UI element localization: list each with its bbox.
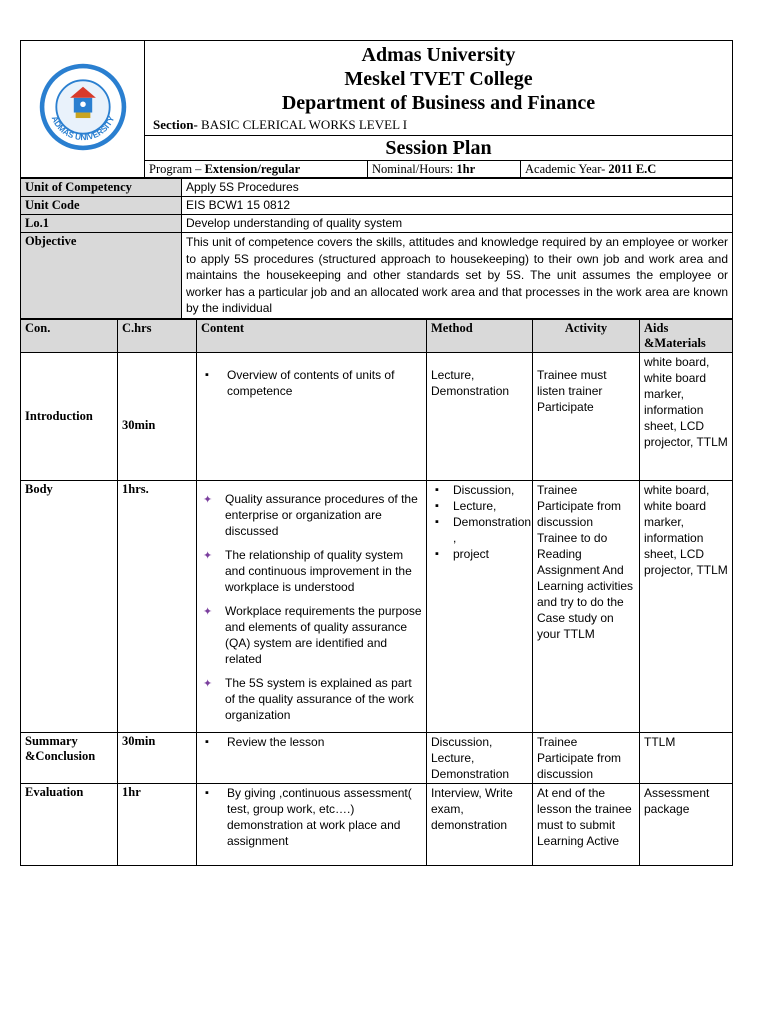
row-content: ▪ By giving ,continuous assessment( test, group work, etc….) demonstration at work place and assignment <box>197 783 427 865</box>
unit-of-competency-row <box>21 179 733 197</box>
session-plan-title: Session Plan <box>145 135 732 160</box>
arrow-bullet-icon: ✦ <box>203 493 213 506</box>
section-label: Section- <box>153 117 198 132</box>
objective-row <box>21 233 733 319</box>
col-content: Content <box>197 319 427 352</box>
unit-code-row <box>21 197 733 215</box>
unit-code-value: EIS BCW1 15 0812 <box>182 197 733 215</box>
col-method: Method <box>427 319 533 352</box>
section-value: BASIC CLERICAL WORKS LEVEL I <box>197 117 408 132</box>
row-chrs: 30min <box>118 732 197 783</box>
row-con: Body <box>21 480 118 732</box>
col-activity: Activity <box>533 319 640 352</box>
arrow-bullet-icon: ✦ <box>203 549 213 562</box>
row-method: Discussion, Lecture, Demonstration <box>427 732 533 783</box>
row-activity: Trainee Participate from discussion <box>533 732 640 783</box>
plan-header-row <box>21 319 733 352</box>
table-row <box>21 480 733 732</box>
unit-of-competency-label: Unit of Competency <box>21 179 182 197</box>
row-aids: white board, white board marker, information sheet, LCD projector, TTLM <box>640 352 733 480</box>
list-item: ✦ Workplace requirements the purpose and elements of quality assurance (QA) system are identified and related <box>203 603 422 666</box>
list-item: ✦ The relationship of quality system and continuous improvement in the workplace is understood <box>203 547 412 594</box>
logo-cell <box>21 41 145 178</box>
row-method: Interview, Write exam, demonstration <box>427 783 533 865</box>
session-plan-document <box>20 40 733 866</box>
objective-value: This unit of competence covers the skills, attitudes and knowledge required by an employee or worker to apply 5S procedures (structured approach to housekeeping) to their own job and work area and maintains the housekeeping and other standards set by 5S. The unit assumes the employee or worker has a particular job and an allocated work area and that processes in the work area are known by the individual <box>182 233 733 319</box>
unit-code-label: Unit Code <box>21 197 182 215</box>
row-activity: At end of the lesson the trainee must to submit Learning Active <box>533 783 640 865</box>
table-row <box>21 352 733 480</box>
header-text-cell <box>145 41 733 178</box>
row-activity: Trainee must listen trainer Participate <box>533 352 640 480</box>
row-con: Introduction <box>21 352 118 480</box>
university-name: Admas University <box>361 44 516 66</box>
lo-value: Develop understanding of quality system <box>182 215 733 233</box>
list-item: ✦ Quality assurance procedures of the enterprise or organization are discussed <box>203 491 418 538</box>
department-name: Department of Business and Finance <box>281 92 596 114</box>
row-con: Summary &Conclusion <box>21 732 118 783</box>
col-aids: Aids &Materials <box>640 319 733 352</box>
row-chrs: 1hrs. <box>118 480 197 732</box>
university-logo <box>37 61 129 153</box>
nominal-hours-cell: Nominal/Hours: 1hr <box>368 161 521 177</box>
row-method: Lecture, Demonstration <box>427 352 533 480</box>
logo-text: ADMAS UNIVERSITY <box>49 114 116 143</box>
row-content: ▪ Review the lesson <box>197 732 427 783</box>
arrow-bullet-icon: ✦ <box>203 677 213 690</box>
objective-label: Objective <box>21 233 182 319</box>
col-con: Con. <box>21 319 118 352</box>
row-content: ▪ Overview of contents of units of competence <box>197 352 427 480</box>
row-con: Evaluation <box>21 783 118 865</box>
header-table <box>20 40 733 178</box>
plan-table <box>20 319 733 866</box>
unit-of-competency-value: Apply 5S Procedures <box>182 179 733 197</box>
row-chrs: 30min <box>118 352 197 480</box>
row-chrs: 1hr <box>118 783 197 865</box>
table-row <box>21 732 733 783</box>
lo-label: Lo.1 <box>21 215 182 233</box>
unit-info-table <box>20 178 733 319</box>
list-item: ✦ The 5S system is explained as part of the quality assurance of the work organization <box>203 675 414 722</box>
table-row <box>21 783 733 865</box>
arrow-bullet-icon: ✦ <box>203 605 213 618</box>
col-chrs: C.hrs <box>118 319 197 352</box>
section-line <box>145 116 732 135</box>
program-row <box>145 160 732 177</box>
row-aids: white board, white board marker, information sheet, LCD projector, TTLM <box>640 480 733 732</box>
row-activity: Trainee Participate from discussion Trainee to do Reading Assignment And Learning activities and try to do the Case study on your TTLM <box>533 480 640 732</box>
row-aids: TTLM <box>640 732 733 783</box>
college-name: Meskel TVET College <box>344 68 533 90</box>
row-content <box>197 480 427 732</box>
row-method: ▪ Discussion, ▪ Lecture, ▪ Demonstration , ▪ project <box>427 480 533 732</box>
row-aids: Assessment package <box>640 783 733 865</box>
academic-year-cell: Academic Year- 2011 E.C <box>525 162 657 176</box>
lo-row <box>21 215 733 233</box>
program-cell: Program – Extension/regular <box>145 161 368 177</box>
